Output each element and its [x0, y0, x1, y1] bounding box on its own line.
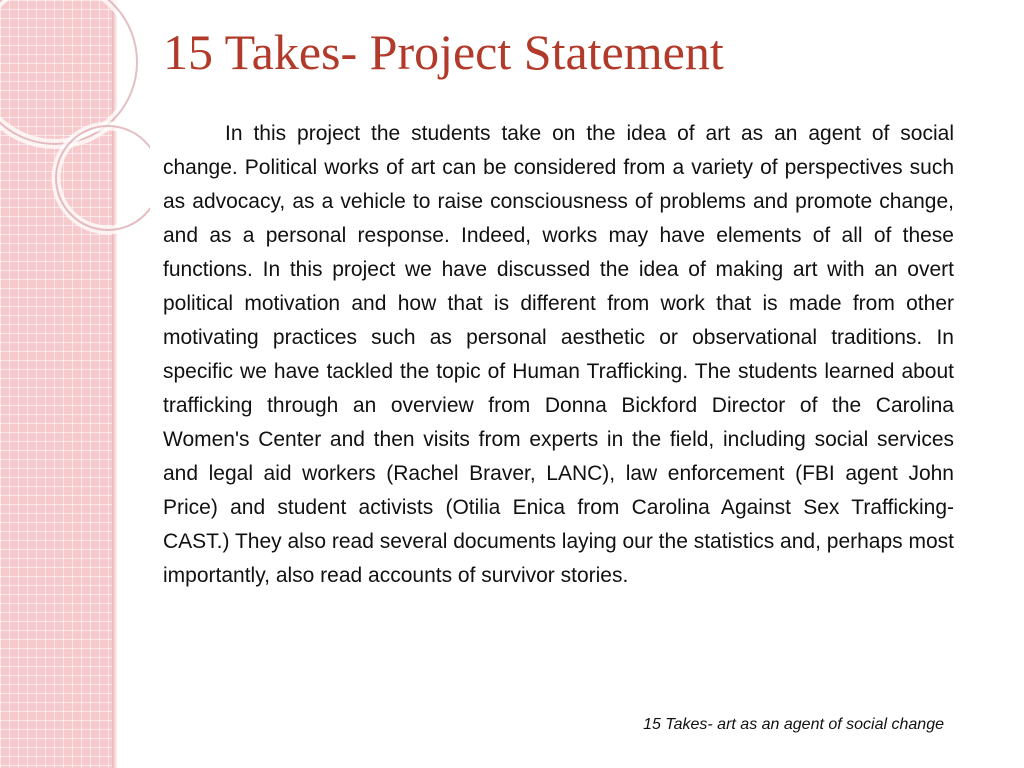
project-statement-paragraph: In this project the students take on the idea of art as an agent of social change. Political works of art can be considered from a variety of perspectives such as advocacy, as a vehicle to raise consciousness of problems and promote change, and as a personal response. Indeed, works may have elements of all of these functions. In this project we have discussed the idea of making art with an overt political motivation and how that is different from work that is made from other motivating practices such as personal aesthetic or observational traditions. In specific we have tackled the topic of Human Trafficking. The students learned about trafficking through an overview from Donna Bickford Director of the Carolina Women's Center and then visits from experts in the field, including social services and legal aid workers (Rachel Braver, LANC), law enforcement (FBI agent John Price) and student activists (Otilia Enica from Carolina Against Sex Trafficking-CAST.) They also read several documents laying our the statistics and, perhaps most importantly, also read accounts of survivor stories. — [163, 122, 954, 587]
slide-footer: 15 Takes- art as an agent of social change — [643, 716, 944, 733]
decorative-circles-graphic — [0, 0, 150, 260]
slide-title: 15 Takes- Project Statement — [163, 24, 724, 80]
